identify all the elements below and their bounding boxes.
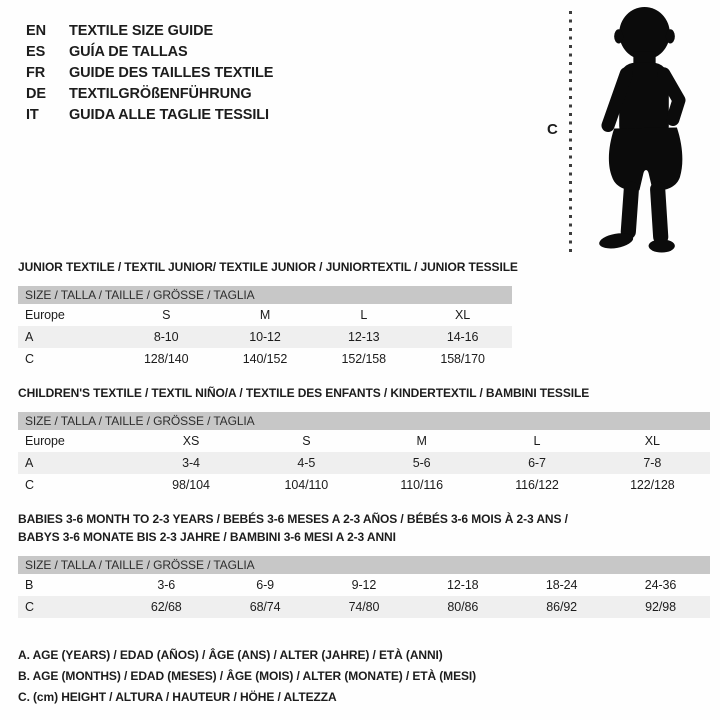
size-value-cell: 128/140 xyxy=(143,352,189,366)
section-title: BABIES 3-6 MONTH TO 2-3 YEARS / BEBÉS 3-6 MESES A 2-3 AÑOS / BÉBÉS 3-6 MOIS À 2-3 ANS / BABYS 3-6 MONATE BIS 2-3 JAHRE / BAMBINI 3-6 MESI A 2-3 ANNI xyxy=(18,512,568,544)
row-label: B xyxy=(25,578,34,592)
size-value-cell: L xyxy=(533,434,541,448)
language-row xyxy=(26,41,273,62)
size-value-cell: 12-18 xyxy=(447,578,479,592)
legend-note-line: A. AGE (YEARS) / EDAD (AÑOS) / ÂGE (ANS) / ALTER (JAHRE) / ETÀ (ANNI) xyxy=(18,648,443,662)
size-value-cell: M xyxy=(259,308,271,322)
size-row xyxy=(18,452,710,474)
size-value-cell: 116/122 xyxy=(515,478,559,492)
language-label: TEXTILGRÖßENFÜHRUNG xyxy=(69,85,252,102)
size-row xyxy=(18,430,710,452)
size-value-cell: 5-6 xyxy=(364,452,479,474)
row-label: C xyxy=(25,352,34,366)
size-value-cell: 98/104 xyxy=(172,478,210,492)
section-title: JUNIOR TEXTILE / TEXTIL JUNIOR/ TEXTILE JUNIOR / JUNIORTEXTIL / JUNIOR TESSILE xyxy=(18,260,518,274)
language-code: DE xyxy=(26,85,46,102)
language-label: GUIDA ALLE TAGLIE TESSILI xyxy=(69,106,269,123)
size-value-cell: 8-10 xyxy=(117,326,216,348)
size-row xyxy=(18,326,512,348)
language-row xyxy=(26,62,273,83)
size-value-cell: M xyxy=(416,434,427,448)
size-bar-row xyxy=(18,286,512,304)
language-row xyxy=(26,104,273,125)
size-bar-label: SIZE / TALLA / TAILLE / GRÖSSE / TAGLIA xyxy=(18,286,512,304)
size-value-cell: 80/86 xyxy=(413,596,512,618)
size-section xyxy=(18,510,710,618)
size-value-cell: 4-5 xyxy=(249,452,364,474)
row-label: C xyxy=(25,478,34,492)
size-value-cell: 24-36 xyxy=(644,578,677,592)
size-value-cell: 12-13 xyxy=(314,326,413,348)
row-label: Europe xyxy=(25,434,65,448)
size-row xyxy=(18,596,710,618)
size-value-cell: 3-4 xyxy=(133,452,248,474)
language-label: GUÍA DE TALLAS xyxy=(69,43,188,60)
child-height-figure xyxy=(540,5,718,257)
size-value-cell: XL xyxy=(644,434,660,448)
language-label: TEXTILE SIZE GUIDE xyxy=(69,22,214,39)
language-code: FR xyxy=(26,64,46,81)
size-value-cell: 140/152 xyxy=(242,352,288,366)
size-bar-row xyxy=(18,556,710,574)
size-value-cell: 158/170 xyxy=(440,352,485,366)
size-value-cell: 10-12 xyxy=(216,326,315,348)
size-value-cell: XS xyxy=(182,434,200,448)
height-measure-label: C xyxy=(547,121,558,138)
size-value-cell: XL xyxy=(455,308,471,322)
size-bar-row xyxy=(18,412,710,430)
size-value-cell: 86/92 xyxy=(512,596,611,618)
size-row xyxy=(18,348,512,370)
legend-note-line: C. (cm) HEIGHT / ALTURA / HAUTEUR / HÖHE / ALTEZZA xyxy=(18,690,337,704)
language-title-list xyxy=(26,20,273,125)
size-value-cell: 74/80 xyxy=(315,596,414,618)
size-section xyxy=(18,384,710,496)
section-title: CHILDREN'S TEXTILE / TEXTIL NIÑO/A / TEXTILE DES ENFANTS / KINDERTEXTIL / BAMBINI TESSILE xyxy=(18,386,590,400)
size-value-cell: 92/98 xyxy=(611,596,710,618)
size-value-cell: 9-12 xyxy=(351,578,377,592)
size-value-cell: L xyxy=(360,308,368,322)
size-row xyxy=(18,474,710,496)
size-value-cell: 152/158 xyxy=(341,352,387,366)
size-value-cell: S xyxy=(302,434,311,448)
legend-note-line: B. AGE (MONTHS) / EDAD (MESES) / ÂGE (MOIS) / ALTER (MONATE) / ETÀ (MESI) xyxy=(18,669,477,683)
size-value-cell: 62/68 xyxy=(117,596,216,618)
language-row xyxy=(26,20,273,41)
row-label: A xyxy=(18,326,117,348)
size-value-cell: 3-6 xyxy=(157,578,176,592)
size-value-cell: 18-24 xyxy=(545,578,578,592)
size-section xyxy=(18,258,710,370)
size-value-cell: 68/74 xyxy=(216,596,315,618)
size-value-cell: 104/110 xyxy=(284,478,329,492)
size-bar-label: SIZE / TALLA / TAILLE / GRÖSSE / TAGLIA xyxy=(18,412,710,430)
row-label: C xyxy=(18,596,117,618)
size-value-cell: 7-8 xyxy=(595,452,710,474)
language-label: GUIDE DES TAILLES TEXTILE xyxy=(69,64,274,81)
row-label: A xyxy=(18,452,133,474)
size-value-cell: 6-7 xyxy=(479,452,594,474)
size-row xyxy=(18,304,512,326)
legend-notes xyxy=(18,645,476,708)
size-table xyxy=(18,286,512,370)
size-row xyxy=(18,574,710,596)
size-value-cell: 122/128 xyxy=(630,478,675,492)
size-tables-region xyxy=(18,258,710,632)
size-value-cell: 110/116 xyxy=(400,478,443,492)
size-table xyxy=(18,556,710,618)
size-table xyxy=(18,412,710,496)
toddler-silhouette-icon xyxy=(585,5,703,253)
language-row xyxy=(26,83,273,104)
language-code: IT xyxy=(26,106,39,123)
size-value-cell: 6-9 xyxy=(256,578,274,592)
row-label: Europe xyxy=(25,308,65,322)
language-code: EN xyxy=(26,22,46,39)
size-bar-label: SIZE / TALLA / TAILLE / GRÖSSE / TAGLIA xyxy=(18,556,710,574)
size-value-cell: 14-16 xyxy=(413,326,512,348)
language-code: ES xyxy=(26,43,46,60)
size-value-cell: S xyxy=(162,308,171,322)
height-measure-dotted-line xyxy=(569,11,572,256)
